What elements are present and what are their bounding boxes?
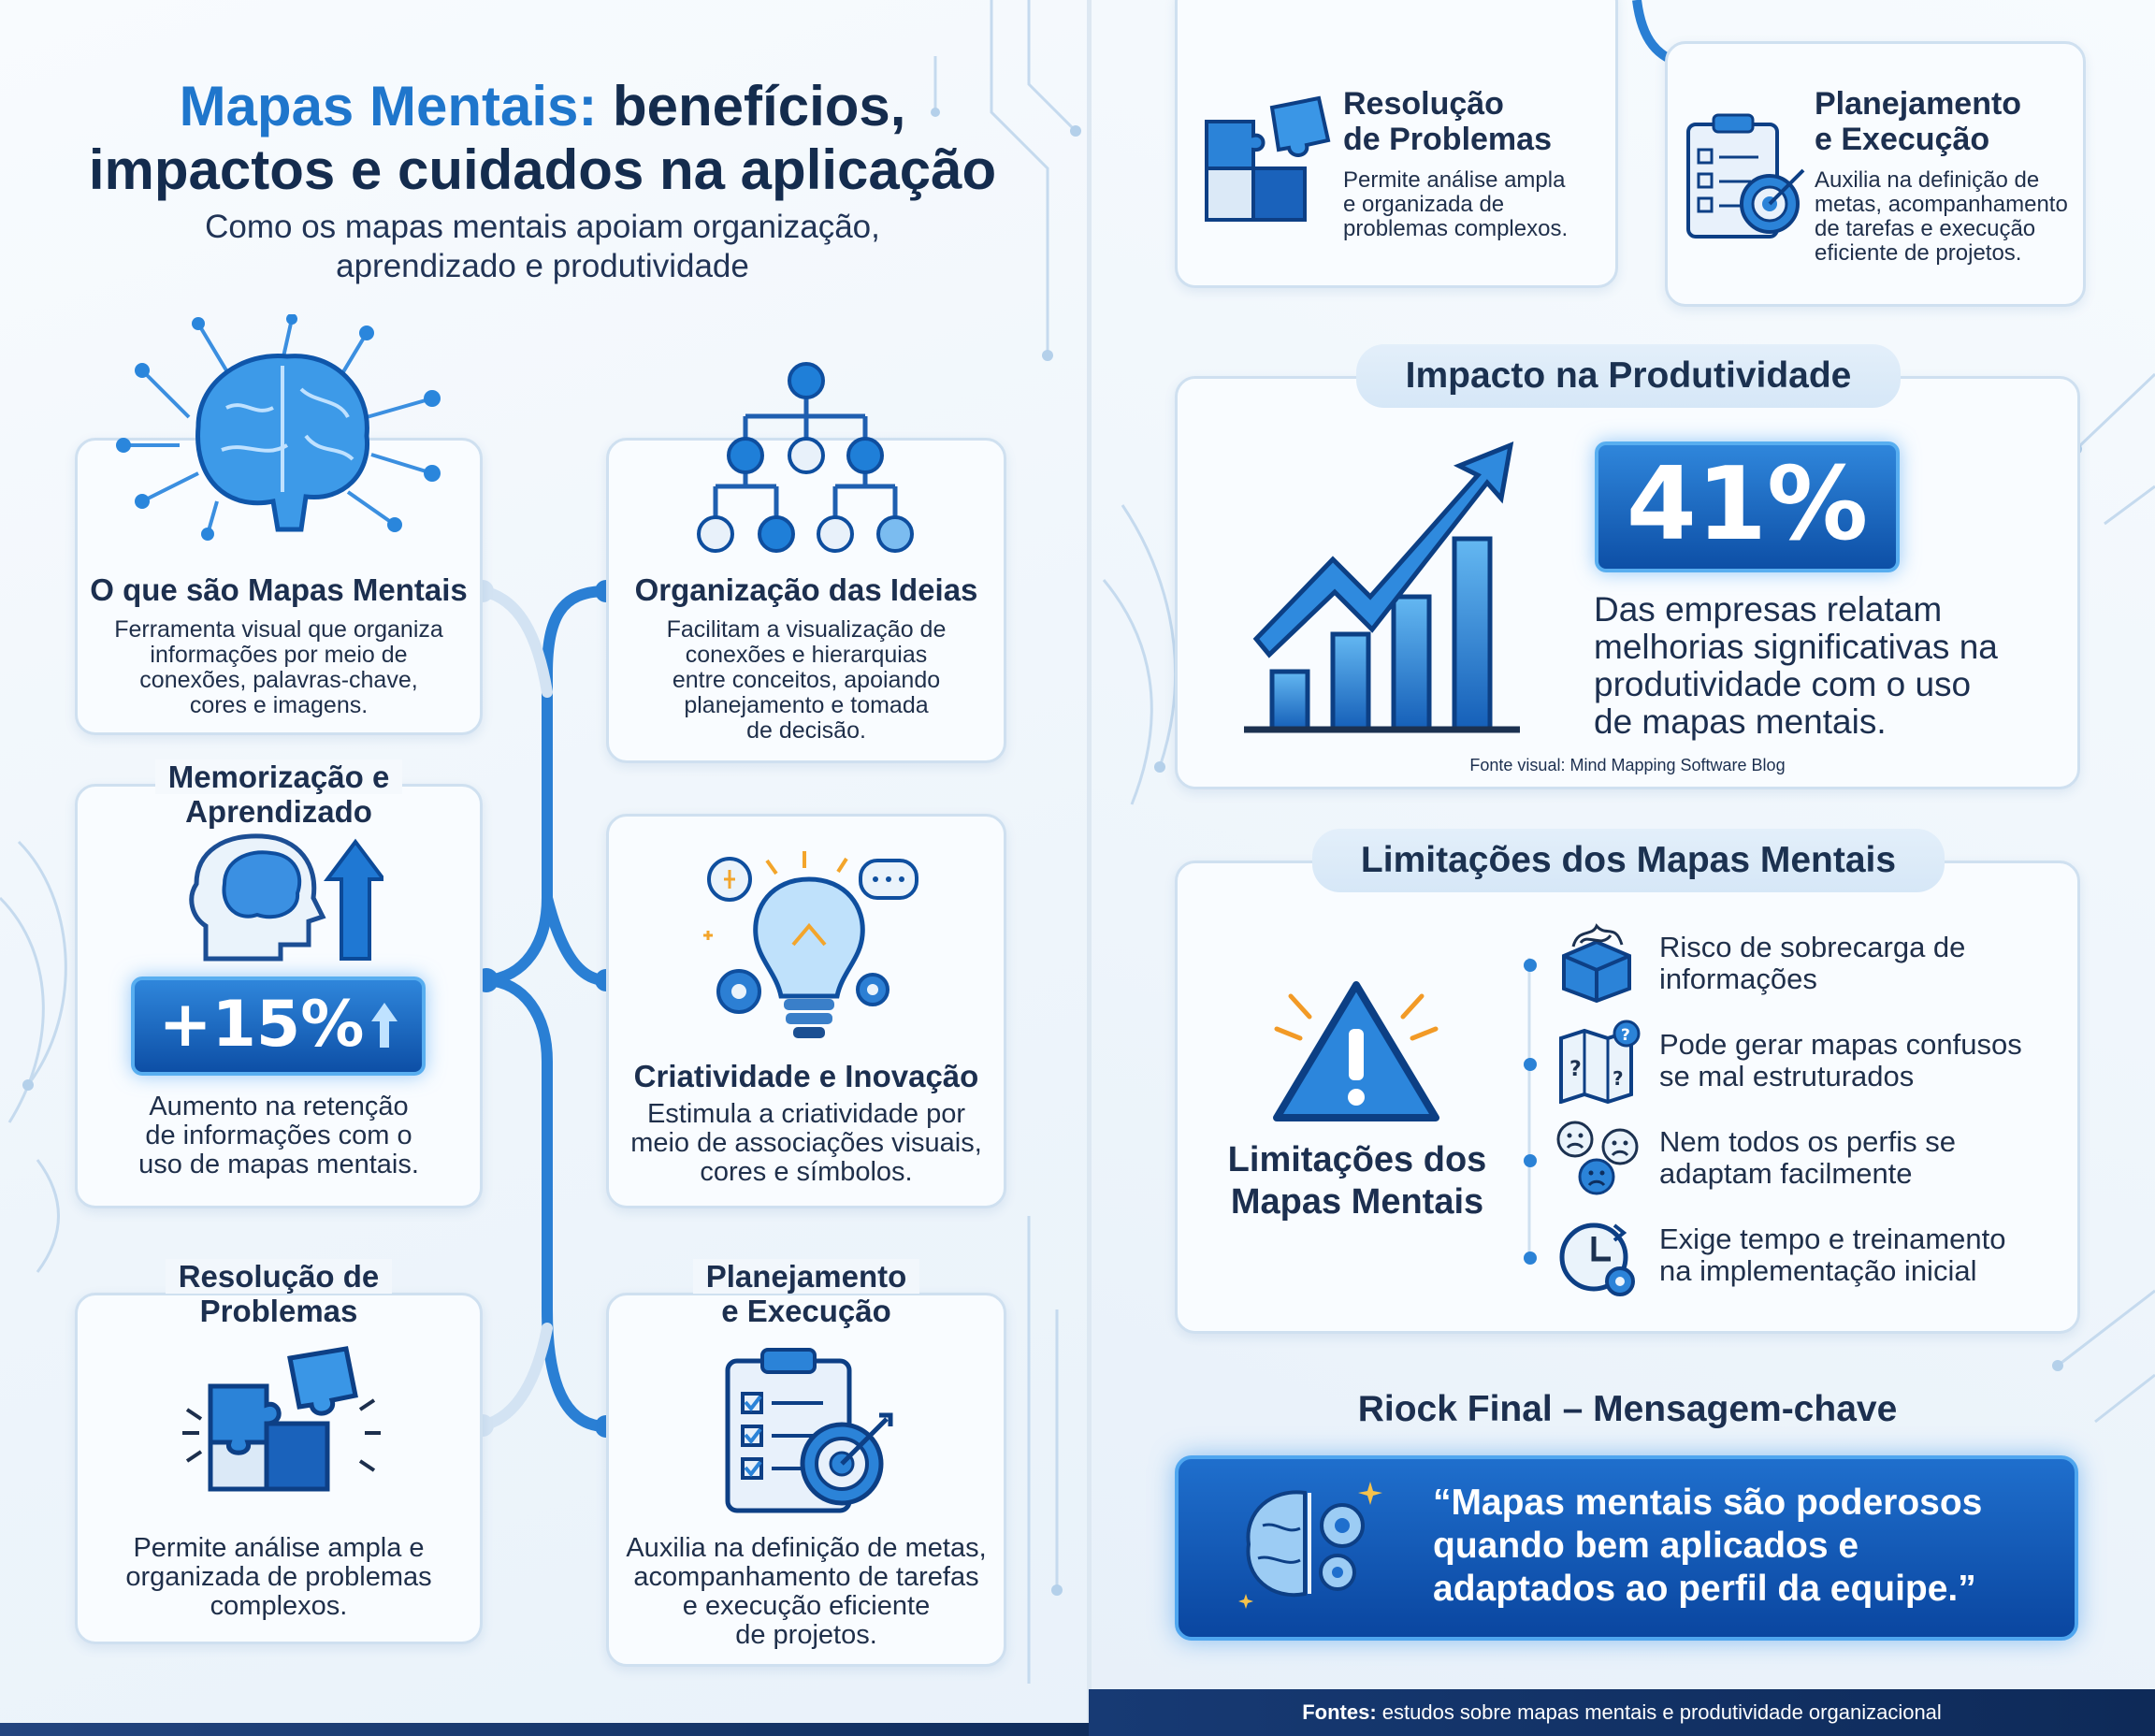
- sad-faces-icon: [1555, 1119, 1643, 1198]
- hierarchy-icon: [687, 360, 931, 557]
- desc-line: Ferramenta visual que organiza: [114, 616, 443, 643]
- overflow-box-icon: [1555, 919, 1639, 1003]
- puzzle-icon: [1202, 94, 1342, 234]
- desc-line: e organizada de: [1343, 192, 1505, 217]
- memorizacao-desc: [84, 1092, 473, 1179]
- bullet: [1524, 959, 1537, 972]
- bullet: [1524, 1251, 1537, 1265]
- planejamento-right-desc: [1815, 168, 2086, 266]
- resolucao-right-desc: [1343, 168, 1614, 241]
- desc-line: meio de associações visuais,: [630, 1128, 982, 1158]
- title-line: Planejamento: [693, 1259, 920, 1294]
- lightbulb-icon: [692, 842, 926, 1048]
- clipboard-target-icon: [720, 1342, 898, 1520]
- final-quote: “Mapas mentais são poderosos quando bem aplicados e adaptados ao perfil da equipe.”: [1433, 1483, 1983, 1609]
- limitacao-item-3: [1659, 1126, 1956, 1190]
- desc-line: Facilitam a visualização de: [666, 616, 947, 643]
- planejamento-title: [606, 1259, 1006, 1328]
- desc-line: Permite análise ampla: [1343, 167, 1566, 193]
- desc-line: cores e símbolos.: [700, 1157, 913, 1187]
- desc-line: informações por meio de: [150, 642, 408, 668]
- desc-line: eficiente de projetos.: [1815, 240, 2022, 266]
- title-line: Limitações dos: [1227, 1140, 1487, 1179]
- title-line: de Problemas: [1343, 122, 1552, 157]
- title-line: e Execução: [721, 1294, 891, 1328]
- head-brain-arrow-icon: [187, 832, 383, 963]
- desc-line: cores e imagens.: [189, 692, 369, 718]
- criatividade-desc: [617, 1100, 995, 1187]
- clipboard-target-icon: [1684, 110, 1815, 246]
- desc-line: acompanhamento de tarefas: [633, 1562, 979, 1592]
- desc-line: de decisão.: [746, 717, 866, 744]
- desc-line: conexões e hierarquias: [685, 642, 928, 668]
- brain-gear-icon: [1235, 1474, 1394, 1614]
- desc-line: Das empresas relatam: [1594, 590, 1943, 629]
- desc-line: Aumento na retenção: [149, 1092, 409, 1121]
- planejamento-right-title: [1815, 86, 2086, 157]
- desc-line: entre conceitos, apoiando: [672, 667, 941, 693]
- memorizacao-badge: [131, 976, 426, 1076]
- desc-line: complexos.: [210, 1591, 348, 1621]
- desc-line: de mapas mentais.: [1594, 702, 1887, 741]
- desc-line: Estimula a criatividade por: [646, 1099, 966, 1129]
- desc-line: Permite análise ampla e: [133, 1533, 425, 1563]
- planejamento-desc: [613, 1534, 1000, 1650]
- growth-chart-icon: [1239, 438, 1539, 742]
- subtitle-line-1: Como os mapas mentais apoiam organização,: [205, 209, 880, 245]
- item-line: Risco de sobrecarga de: [1659, 931, 1966, 963]
- item-line: na implementação inicial: [1659, 1254, 1977, 1287]
- item-line: se mal estruturados: [1659, 1060, 1915, 1092]
- footer-text: estudos sobre mapas mentais e produtividade organizacional: [1376, 1700, 1942, 1724]
- desc-line: conexões, palavras-chave,: [139, 667, 418, 693]
- desc-line: uso de mapas mentais.: [138, 1150, 419, 1179]
- title-line: Memorização e: [155, 760, 403, 794]
- puzzle-icon: [173, 1339, 388, 1517]
- limitacoes-side-title: [1207, 1139, 1508, 1223]
- subtitle-line-2: aprendizado e produtividade: [336, 248, 749, 284]
- o-que-sao-title: O que são Mapas Mentais: [90, 572, 468, 607]
- organizacao-title: Organização das Ideias: [634, 572, 978, 607]
- item-line: adaptam facilmente: [1659, 1157, 1913, 1190]
- item-line: Exige tempo e treinamento: [1659, 1222, 2006, 1255]
- title-accent: Mapas Mentais:: [179, 75, 598, 137]
- desc-line: produtividade com o uso: [1594, 665, 1972, 703]
- impacto-desc: [1594, 591, 2061, 741]
- title-rest: benefícios,: [597, 75, 906, 137]
- desc-line: de projetos.: [735, 1620, 877, 1650]
- memorizacao-title: [75, 760, 483, 829]
- desc-line: metas, acompanhamento: [1815, 192, 2068, 217]
- title-line-2: impactos e cuidados na aplicação: [88, 138, 997, 201]
- title-line: Resolução: [1343, 86, 1504, 122]
- title-line: Aprendizado: [185, 794, 372, 829]
- title-line: Planejamento: [1815, 86, 2022, 122]
- footer-label: Fontes:: [1302, 1700, 1377, 1724]
- desc-line: e execução eficiente: [682, 1591, 931, 1621]
- impacto-source: Fonte visual: Mind Mapping Software Blog: [1469, 756, 1786, 774]
- desc-line: Auxilia na definição de metas,: [626, 1533, 987, 1563]
- desc-line: organizada de problemas: [125, 1562, 432, 1592]
- impacto-value: 41%: [1595, 441, 1900, 572]
- title-line: e Execução: [1815, 122, 1990, 157]
- resolucao-right-title: [1343, 86, 1614, 157]
- arrow-up-icon: [371, 982, 398, 1027]
- item-line: Nem todos os perfis se: [1659, 1125, 1957, 1158]
- bullet: [1524, 1058, 1537, 1071]
- resolucao-desc: [84, 1534, 473, 1621]
- confused-map-icon: [1556, 1020, 1641, 1104]
- item-line: informações: [1659, 962, 1817, 995]
- o-que-sao-desc: [84, 617, 473, 718]
- desc-line: melhorias significativas na: [1594, 628, 1998, 666]
- organizacao-desc: [617, 617, 995, 744]
- limitacoes-title: Limitações dos Mapas Mentais: [1312, 829, 1945, 892]
- svg-text:?: ?: [1621, 1026, 1630, 1045]
- svg-text:?: ?: [1613, 1067, 1624, 1090]
- desc-line: de tarefas e execução: [1815, 216, 2036, 241]
- criatividade-title: Criatividade e Inovação: [633, 1059, 979, 1093]
- left-footer-bar: [0, 1723, 1089, 1736]
- clock-gear-icon: [1556, 1216, 1641, 1300]
- impacto-title: Impacto na Produtividade: [1356, 344, 1901, 408]
- right-footer-bar: [1089, 1689, 2155, 1736]
- resolucao-title: [75, 1259, 483, 1328]
- desc-line: problemas complexos.: [1343, 216, 1569, 241]
- brain-network-icon: [114, 314, 451, 548]
- limitacao-item-2: [1659, 1029, 2022, 1092]
- final-title: Riock Final – Mensagem-chave: [1357, 1389, 1898, 1429]
- limitacao-item-1: [1659, 932, 1965, 995]
- desc-line: planejamento e tomada: [684, 692, 929, 718]
- bullet: [1524, 1154, 1537, 1167]
- limitacao-item-4: [1659, 1223, 2006, 1287]
- title-line: Resolução de: [166, 1259, 393, 1294]
- badge-value: +15%: [158, 988, 365, 1062]
- item-line: Pode gerar mapas confusos: [1659, 1028, 2022, 1061]
- desc-line: Auxilia na definição de: [1815, 167, 2040, 193]
- title-line: Mapas Mentais: [1230, 1182, 1484, 1222]
- desc-line: de informações com o: [145, 1121, 412, 1150]
- warning-icon: [1267, 977, 1445, 1127]
- limitacoes-list-line: [1525, 958, 1534, 1266]
- title-line: Problemas: [199, 1294, 358, 1328]
- svg-text:?: ?: [1569, 1058, 1582, 1081]
